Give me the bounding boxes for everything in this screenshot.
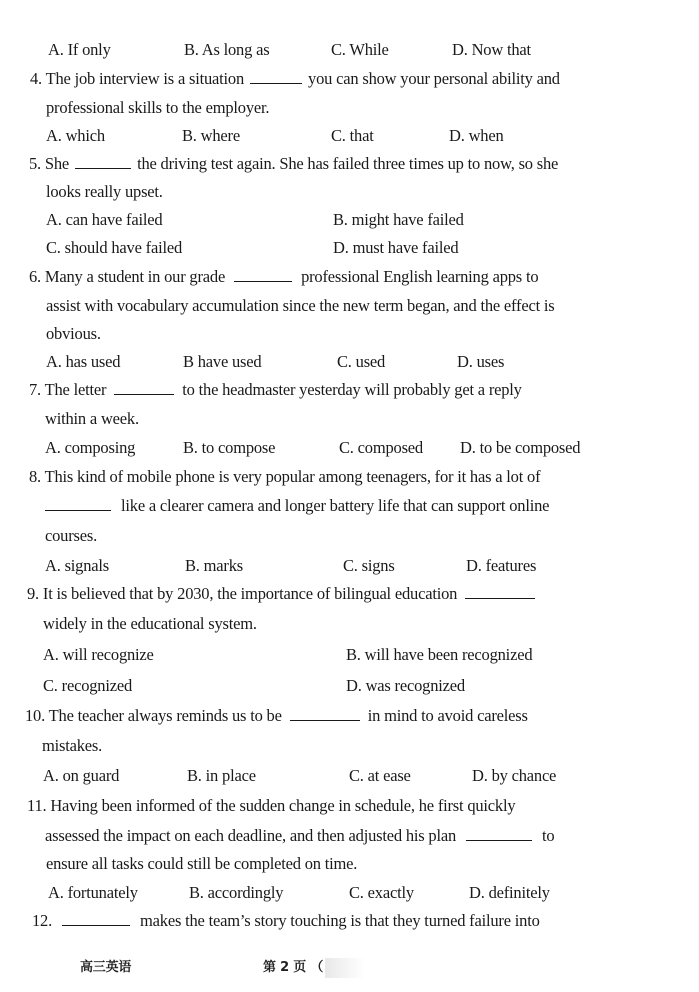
q4-option-b: B. where — [182, 126, 240, 145]
q6-stem-line2: assist with vocabulary accumulation since the new term began, and the effect is — [46, 296, 555, 315]
q3-option-b: B. As long as — [184, 40, 270, 59]
q7-stem-line2: within a week. — [45, 409, 139, 428]
q5-stem-line1 — [29, 154, 558, 174]
q6-option-a: A. has used — [46, 352, 121, 371]
q5-option-b: B. might have failed — [333, 210, 464, 229]
q10-stem-line1 — [25, 706, 528, 726]
q7-stem-text-b: to the headmaster yesterday will probably get a reply — [182, 380, 522, 399]
q12-answer-blank — [62, 911, 130, 926]
footer-subject: 高三英语 — [80, 960, 132, 975]
q6-option-c: C. used — [337, 352, 386, 371]
q9-option-b: B. will have been recognized — [346, 645, 533, 664]
q9-stem-text-a: 9. It is believed that by 2030, the importance of bilingual education — [27, 584, 458, 603]
q11-stem-text-a: assessed the impact on each deadline, and then adjusted his plan — [45, 826, 457, 845]
q4-answer-blank — [250, 69, 302, 84]
q11-stem-line2 — [45, 826, 554, 846]
q7-option-c: C. composed — [339, 438, 423, 457]
q10-stem-line2: mistakes. — [42, 736, 103, 755]
q6-stem-text-a: 6. Many a student in our grade — [29, 267, 226, 286]
q5-option-c: C. should have failed — [46, 238, 183, 257]
footer-page-number: 第 2 页 （ — [263, 960, 324, 975]
q9-stem-line1 — [27, 584, 535, 604]
q10-option-a: A. on guard — [43, 766, 120, 785]
q8-answer-blank — [45, 496, 111, 511]
q7-option-d: D. to be composed — [460, 438, 581, 457]
q4-stem-line1 — [30, 69, 560, 89]
q9-option-c: C. recognized — [43, 676, 133, 695]
q4-stem-text-b: you can show your personal ability and — [308, 69, 560, 88]
q6-stem-line3: obvious. — [46, 324, 101, 343]
q7-option-b: B. to compose — [183, 438, 276, 457]
q5-stem-text-a: 5. She — [29, 154, 70, 173]
q3-option-a: A. If only — [48, 40, 111, 59]
q11-answer-blank — [466, 826, 532, 841]
q9-answer-blank — [465, 584, 535, 599]
q6-option-d: D. uses — [457, 352, 505, 371]
q9-stem-line2: widely in the educational system. — [43, 614, 257, 633]
q10-answer-blank — [290, 706, 360, 721]
q11-stem-text-b: to — [542, 826, 555, 845]
q11-option-b: B. accordingly — [189, 883, 284, 902]
q7-stem-text-a: 7. The letter — [29, 380, 107, 399]
q3-option-c: C. While — [331, 40, 389, 59]
q8-option-b: B. marks — [185, 556, 243, 575]
q5-answer-blank — [75, 154, 131, 169]
q9-option-d: D. was recognized — [346, 676, 465, 695]
q10-stem-text-b: in mind to avoid careless — [367, 706, 528, 725]
q4-stem-line2: professional skills to the employer. — [46, 98, 270, 117]
q4-option-c: C. that — [331, 126, 374, 145]
q4-option-a: A. which — [46, 126, 105, 145]
q10-option-c: C. at ease — [349, 766, 411, 785]
q5-option-a: A. can have failed — [46, 210, 163, 229]
q9-option-a: A. will recognize — [43, 645, 154, 664]
q11-option-c: C. exactly — [349, 883, 414, 902]
q5-stem-line2: looks really upset. — [46, 182, 163, 201]
q10-option-d: D. by chance — [472, 766, 557, 785]
q5-stem-text-b: the driving test again. She has failed three times up to now, so she — [137, 154, 559, 173]
q12-stem-text-a: 12. — [32, 911, 53, 930]
q8-stem-line2 — [45, 496, 549, 516]
q7-stem-line1 — [29, 380, 522, 400]
q3-option-d: D. Now that — [452, 40, 531, 59]
q6-stem-line1 — [29, 267, 538, 287]
q4-option-d: D. when — [449, 126, 504, 145]
q10-stem-text-a: 10. The teacher always reminds us to be — [25, 706, 282, 725]
q11-stem-line3: ensure all tasks could still be completed on time. — [46, 854, 358, 873]
q11-option-a: A. fortunately — [48, 883, 138, 902]
q10-option-b: B. in place — [187, 766, 256, 785]
q7-answer-blank — [114, 380, 174, 395]
q8-stem-line1: 8. This kind of mobile phone is very popular among teenagers, for it has a lot of — [29, 467, 541, 486]
q11-stem-line1: 11. Having been informed of the sudden change in schedule, he first quickly — [27, 796, 516, 815]
q8-stem-line3: courses. — [45, 526, 98, 545]
q4-stem-text-a: 4. The job interview is a situation — [30, 69, 245, 88]
q6-answer-blank — [234, 267, 292, 282]
q6-option-b: B have used — [183, 352, 262, 371]
q7-option-a: A. composing — [45, 438, 136, 457]
q8-option-d: D. features — [466, 556, 537, 575]
q11-option-d: D. definitely — [469, 883, 550, 902]
q8-stem-text-b: like a clearer camera and longer battery life that can support online — [121, 496, 550, 515]
q12-stem-text-b: makes the team’s story touching is that they turned failure into — [140, 911, 540, 930]
q5-option-d: D. must have failed — [333, 238, 459, 257]
q8-option-c: C. signs — [343, 556, 395, 575]
q12-stem-line1 — [32, 911, 540, 931]
q8-option-a: A. signals — [45, 556, 110, 575]
q6-stem-text-b: professional English learning apps to — [301, 267, 539, 286]
footer-blur-overlay — [325, 958, 365, 978]
